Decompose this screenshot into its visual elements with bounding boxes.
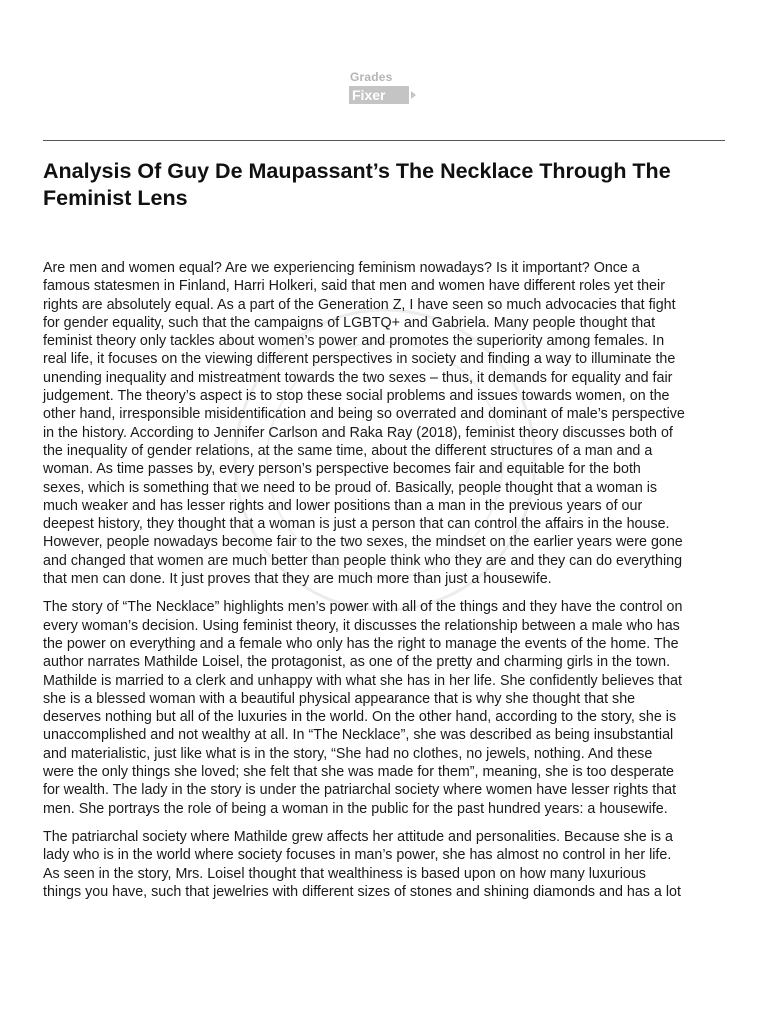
logo-badge: Fixer [349,86,409,104]
logo-top-text: Grades [350,70,393,84]
gradesfixer-logo[interactable] [349,70,419,106]
paragraph-1: Are men and women equal? Are we experiencing feminism nowadays? Is it important? Once a famous statesmen in Finland, Harri Holkeri, said that men and women have different roles yet their rights are absolutely equal. As a part of the Generation Z, I have seen so much advocacies that fight for gender equality, such that the campaigns of LGBTQ+ and Gabriela. Many people thought that feminist theory only tackles about women’s power and promotes the superiority among females. In real life, it focuses on the viewing different perspectives in society and finding a way to illuminate the unending inequality and mistreatment towards the two sexes – thus, it demands for equality and fair judgement. The theory’s aspect is to stop these social problems and issues towards women, on the other hand, irresponsible misidentification and being so overrated and dominant of male’s perspective in the history. According to Jennifer Carlson and Raka Ray (2018), feminist theory discusses both of the inequality of gender relations, at the same time, about the different structures of a man and a woman. As time passes by, every person’s perspective becomes fair and equitable for the both sexes, which is something that we need to be proud of. Basically, people thought that a woman is much weaker and has lesser rights and lower positions than a man in the previous years of our deepest history, they thought that a woman is just a person that can control the affairs in the house. However, people nowadays become fair to the two sexes, the mindset on the earlier years were gone and changed that women are much better than people think who they are and they can do everything that men can done. It just proves that they are much more than just a housewife. [43,260,685,588]
document-body [43,259,733,911]
logo-arrow-icon [411,91,416,99]
document-title: Analysis Of Guy De Maupassant’s The Necklace Through The Feminist Lens [43,159,671,210]
header-divider [43,140,725,141]
paragraph-2: The story of “The Necklace” highlights men’s power with all of the things and they have the control on every woman’s decision. Using feminist theory, it discusses the relationship between a male who has the power on everything and a female who only has the right to manage the events of the home. The author narrates Mathilde Loisel, the protagonist, as one of the pretty and charming girls in the town. Mathilde is married to a clerk and unhappy with what she has in her life. She confidently believes that she is a blessed woman with a beautiful physical appearance that is why she thought that she deserves nothing but all of the luxuries in the world. On the other hand, according to the story, she is unaccomplished and not wealthy at all. In “The Necklace”, she was described as being insubstantial and materialistic, just like what is in the story, “She had no clothes, no jewels, nothing. And these were the only things she loved; she felt that she was made for them”, meaning, she is too desperate for wealth. The lady in the story is under the patriarchal society where women have lesser rights that men. She portrays the role of being a woman in the public for the past hundred years: a housewife. [43,599,683,817]
paragraph-3: The patriarchal society where Mathilde grew affects her attitude and personalities. Because she is a lady who is in the world where society focuses in man’s power, she has almost no control in her life. As seen in the story, Mrs. Loisel thought that wealthiness is based upon on how many luxurious things you have, such that jewelries with different sizes of stones and shining diamonds and has a lot [43,828,681,900]
